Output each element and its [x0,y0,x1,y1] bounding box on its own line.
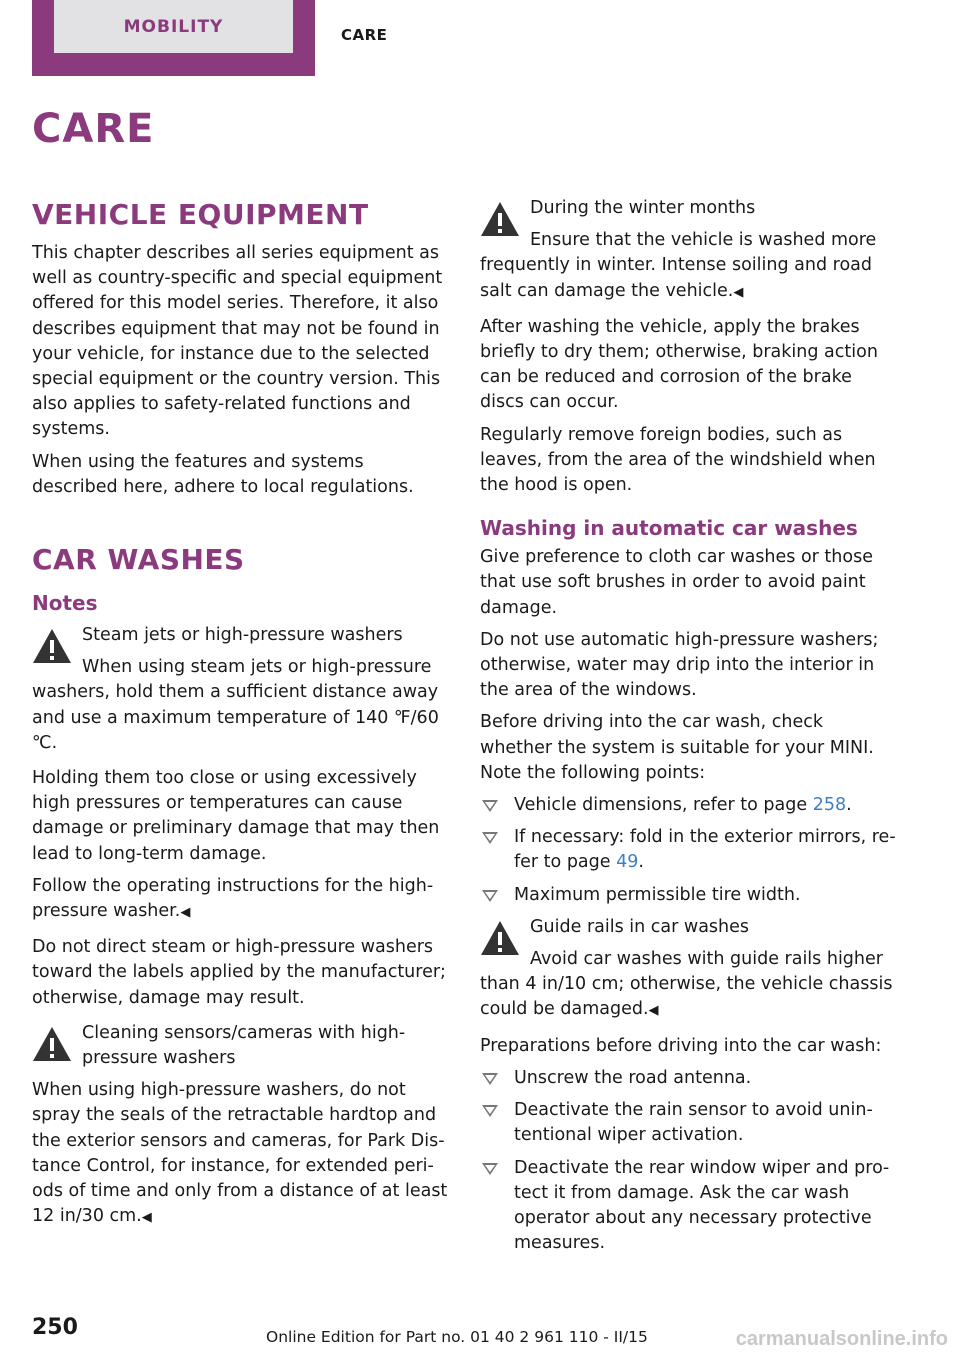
section-tab-label: MOBILITY [54,0,293,53]
warning-title: Guide rails in car washes [530,916,750,937]
end-mark: ◀ [180,905,191,921]
warning-title: Steam jets or high-pressure washers [82,625,403,646]
auto-para1: Give preference to cloth car washes or those that use soft brushes in order to avoid paint damage. [480,547,873,618]
list-item: Unscrew the road antenna. [480,1066,900,1091]
prep-list [480,1066,900,1256]
watermark: carmanualsonline.info [735,1328,948,1350]
warning-guide-rails [480,915,900,1024]
section-tab [32,0,315,76]
automatic-wash-heading: Washing in automatic car washes [480,516,858,541]
warning-title: Cleaning sensors/cameras with high-pressure washers [82,1022,406,1069]
bullet-triangle-icon [482,800,498,812]
warning-body: When using high-pressure washers, do not spray the seals of the retractable hardtop and the exterior sensors and cameras, for Park Distance Control, for instance, for extended periods of time and only from a distance of at least 12 in/30 cm.◀ [32,1080,448,1227]
edition-footer: Online Edition for Part no. 01 40 2 961 110 - II/15 [266,1328,648,1346]
list-item: Deactivate the rear window wiper and protect it from damage. Ask the car wash operator about any necessary protective measures. [480,1156,900,1257]
auto-para2: Do not use automatic high-pressure washers; otherwise, water may drip into the interior in the area of the windows. [480,629,879,701]
vehicle-equipment-para2: When using the features and systems described here, adhere to local regulations. [32,451,414,497]
warning-body: When using steam jets or high-pressure washers, hold them a sufficient distance away and use a maximum temperature of 140 ℉/60 ℃. [32,657,439,753]
notes-heading: Notes [32,591,98,616]
para-close: Holding them too close or using excessively high pressures or temperatures can cause damage or preliminary damage that may then lead to long-term damage. [32,768,440,864]
bullet-triangle-icon [482,832,498,844]
list-item: Deactivate the rain sensor to avoid unintentional wiper activation. [480,1098,900,1148]
warning-steam-jets [32,623,448,756]
para-follow: Follow the operating instructions for the high-pressure washer.◀ [32,875,434,922]
vehicle-equipment-para1: This chapter describes all series equipment as well as country-specific and special equipment offered for this model series. Therefore, it also describes equipment that may not be found in your vehicle, for instance due to the selected special equipment or the country version. This also applies to safety-related functions and systems. [32,243,443,440]
page-link[interactable]: 258 [812,795,847,816]
vehicle-equipment-heading: VEHICLE EQUIPMENT [32,198,369,231]
warning-triangle-icon [32,627,72,665]
para-leaves: Regularly remove foreign bodies, such as leaves, from the area of the windshield when the hood is open. [480,424,876,496]
para-brakes: After washing the vehicle, apply the brakes briefly to dry them; otherwise, braking action can be reduced and corrosion of the brake discs can occur. [480,316,878,413]
left-column [32,196,448,1241]
end-mark: ◀ [648,1003,659,1019]
bullet-triangle-icon [482,1073,498,1085]
list-item: Maximum permissible tire width. [480,883,900,908]
warning-body: Avoid car washes with guide rails higher than 4 in/10 cm; otherwise, the vehicle chassis could be damaged.◀ [480,949,893,1020]
bullet-triangle-icon [482,1105,498,1117]
list-item: If necessary: fold in the exterior mirrors, refer to page 49. [480,825,900,875]
warning-triangle-icon [480,200,520,238]
page-number: 250 [32,1315,78,1340]
bullet-triangle-icon [482,1163,498,1175]
end-mark: ◀ [141,1210,152,1226]
end-mark: ◀ [733,284,744,300]
warning-cleaning-sensors [32,1021,448,1231]
bullet-triangle-icon [482,890,498,902]
check-list [480,793,900,908]
car-washes-heading: CAR WASHES [32,543,245,577]
warning-triangle-icon [480,919,520,957]
warning-winter [480,196,900,305]
auto-para3: Before driving into the car wash, check whether the system is suitable for your MINI. Note the following points: [480,712,874,783]
para-labels: Do not direct steam or high-pressure washers toward the labels applied by the manufacturer; otherwise, damage may result. [32,937,446,1008]
warning-title: During the winter months [530,198,756,218]
page-link[interactable]: 49 [616,852,639,873]
prep-intro: Preparations before driving into the car wash: [480,1035,882,1056]
chapter-header: CARE [341,26,388,44]
warning-triangle-icon [32,1025,72,1063]
right-column [480,196,900,1263]
page-title: CARE [32,106,155,152]
warning-body: Ensure that the vehicle is washed more frequently in winter. Intense soiling and road salt can damage the vehicle.◀ [480,230,877,301]
list-item: Vehicle dimensions, refer to page 258. [480,793,900,818]
